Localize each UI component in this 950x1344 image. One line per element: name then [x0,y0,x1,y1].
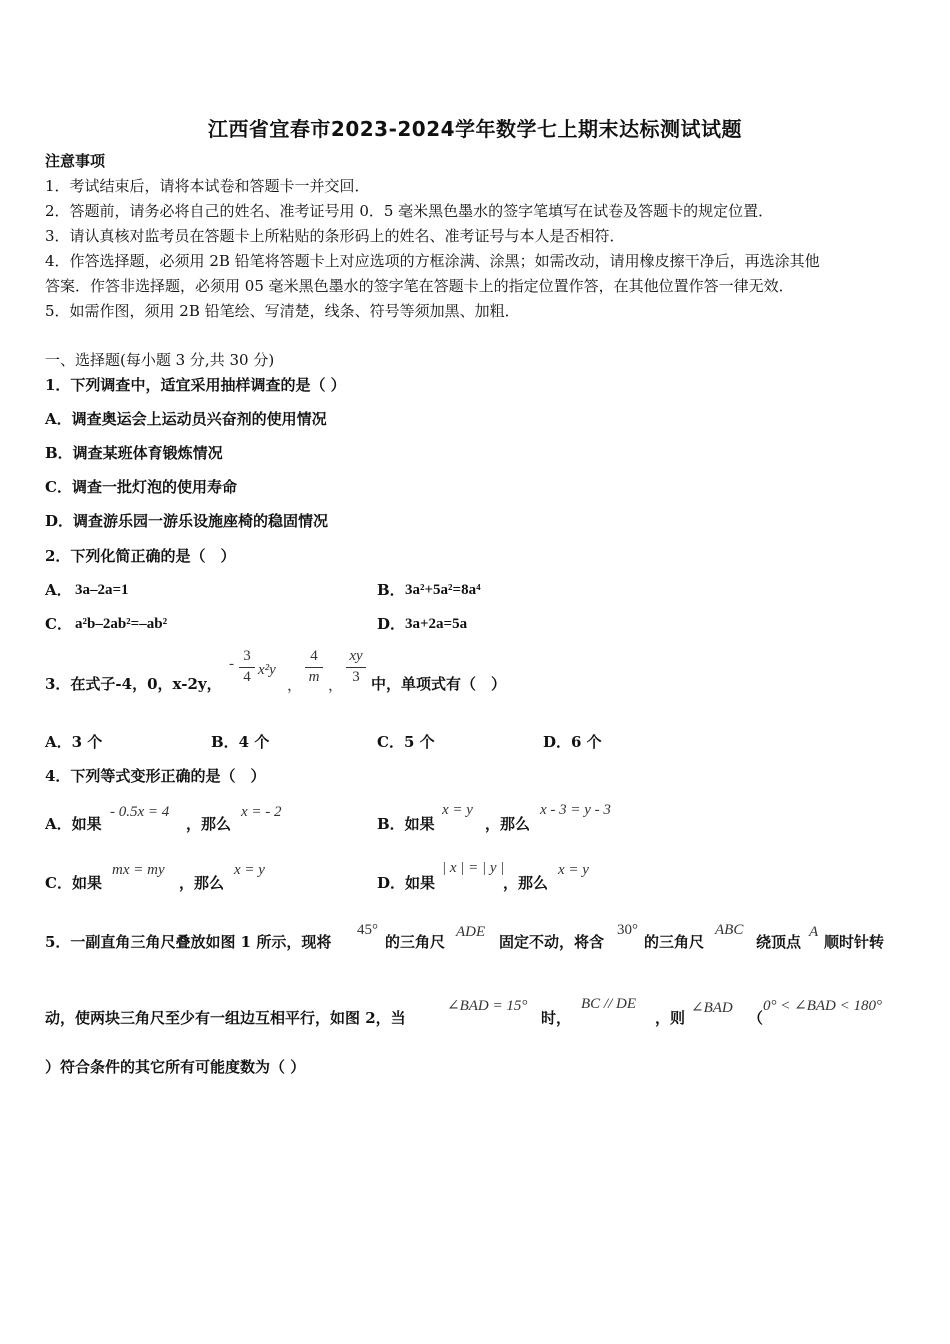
q5-line1-c: 固定不动，将含 [499,933,605,951]
q4-option-d-if: D．如果 [377,874,436,892]
q2-option-b-expr: 3a²+5a²=8a⁴ [405,582,481,598]
q3-fraction-1-denominator: 4 [243,669,251,685]
q5-line3: ）符合条件的其它所有可能度数为（ ） [45,1058,306,1076]
notice-heading: 注意事项 [45,152,106,170]
q4-option-d-condition: | x | = | y | [442,860,505,876]
q3-fraction-1 [238,648,256,686]
question-2-stem: 2．下列化简正确的是（ ） [45,547,236,565]
q5-angle-45: 45° [357,922,378,938]
q3-comma: ， [287,678,303,694]
q2-option-a-expr: 3a–2a=1 [75,582,129,598]
q2-option-a-label: A． [45,581,72,599]
q5-angle-range: 0° < ∠BAD < 180° [763,998,882,1014]
notice-item: 5．如需作图，须用 2B 铅笔绘、写清楚，线条、符号等须加黑、加粗． [45,302,520,320]
page-title: 江西省宜春市2023-2024学年数学七上期末达标测试试题 [207,117,743,141]
q4-option-c-if: C．如果 [45,874,102,892]
q2-option-d-label: D． [377,615,406,633]
q1-option-c: C．调查一批灯泡的使用寿命 [45,478,237,496]
question-3-stem-prefix: 3．在式子-4，0，x-2y， [45,675,222,693]
q5-line1-d: 的三角尺 [644,933,705,951]
notice-item: 1．考试结束后，请将本试卷和答题卡一并交回． [45,177,370,195]
q5-angle-bad-15: ∠BAD = 15° [447,998,528,1014]
question-4-stem: 4．下列等式变形正确的是（ ） [45,767,266,785]
q3-fraction-1-tail: x²y [258,662,276,678]
q4-option-c-result: x = y [234,862,265,878]
q1-option-d: D．调查游乐园一游乐设施座椅的稳固情况 [45,512,329,530]
q5-triangle-abc: ABC [715,922,744,938]
notice-item: 4．作答选择题，必须用 2B 铅笔将答题卡上对应选项的方框涂满、涂黑；如需改动，请用橡皮擦干净后，再选涂其他 [45,252,820,270]
q4-option-a-if: A．如果 [45,815,102,833]
q2-option-d-expr: 3a+2a=5a [405,616,468,632]
q4-option-c-then: ，那么 [179,874,225,892]
q5-angle-30: 30° [617,922,638,938]
q4-option-b-condition: x = y [442,802,473,818]
q4-option-b-then: ，那么 [485,815,531,833]
q1-option-a: A．调查奥运会上运动员兴奋剂的使用情况 [45,410,327,428]
q5-triangle-ade: ADE [456,924,486,940]
q4-option-d-result: x = y [558,862,589,878]
notice-item: 答案．作答非选择题，必须用 05 毫米黑色墨水的签字笔在答题卡上的指定位置作答，在其他位置作答一律无效． [45,277,794,295]
q1-option-b: B．调查某班体育锻炼情况 [45,444,223,462]
q3-fraction-1-numerator: 3 [243,648,251,664]
notice-item: 2．答题前，请务必将自己的姓名、准考证号用 0．5 毫米黑色墨水的签字笔填写在试卷及答题卡的规定位置． [45,202,774,220]
q3-minus-sign: - [229,656,234,672]
q5-line2-a: 动，使两块三角尺至少有一组边互相平行，如图 2，当 [45,1009,406,1027]
q3-fraction-3-numerator: xy [349,648,363,664]
q5-line1-a: 5．一副直角三角尺叠放如图 1 所示，现将 [45,933,332,951]
q3-option-b: B．4 个 [211,733,270,751]
q4-option-a-then: ，那么 [186,815,232,833]
q4-option-a-condition: - 0.5x = 4 [110,804,170,820]
q4-option-a-result: x = - 2 [241,804,282,820]
q5-line2-d: （ [748,1009,764,1027]
q4-option-c-condition: mx = my [112,862,165,878]
q3-comma: ， [328,678,344,694]
q2-option-c-label: C． [45,615,72,633]
notice-item: 3．请认真核对监考员在答题卡上所粘贴的条形码上的姓名、准考证号与本人是否相符． [45,227,625,245]
q3-option-a: A．3 个 [45,733,103,751]
q2-option-b-label: B． [377,581,405,599]
q5-line1-b: 的三角尺 [385,933,446,951]
q5-angle-bad: ∠BAD [691,1000,733,1016]
q3-fraction-2-numerator: 4 [310,648,318,664]
q3-option-d: D．6 个 [543,733,602,751]
q3-fraction-3 [345,648,367,686]
question-1-stem: 1．下列调查中，适宜采用抽样调查的是（ ） [45,376,346,394]
q4-option-b-result: x - 3 = y - 3 [540,802,611,818]
q2-option-c-expr: a²b–2ab²=–ab² [75,616,168,632]
question-3-stem-suffix: 中，单项式有（ ） [371,675,507,693]
q5-line2-b: 时， [541,1009,572,1027]
q5-parallel-bc-de: BC // DE [581,996,636,1012]
q5-line2-c: ，则 [655,1009,686,1027]
q4-option-b-if: B．如果 [377,815,435,833]
q3-fraction-2-denominator: m [308,669,320,685]
q5-line1-f: 顺时针转 [824,933,885,951]
q4-option-d-then: ，那么 [503,874,549,892]
q5-vertex-a: A [809,924,819,940]
q3-fraction-3-denominator: 3 [352,669,360,685]
q3-option-c: C．5 个 [377,733,435,751]
q5-line1-e: 绕顶点 [756,933,802,951]
q3-fraction-2 [304,648,324,686]
section-heading: 一、选择题(每小题 3 分,共 30 分) [45,351,275,369]
